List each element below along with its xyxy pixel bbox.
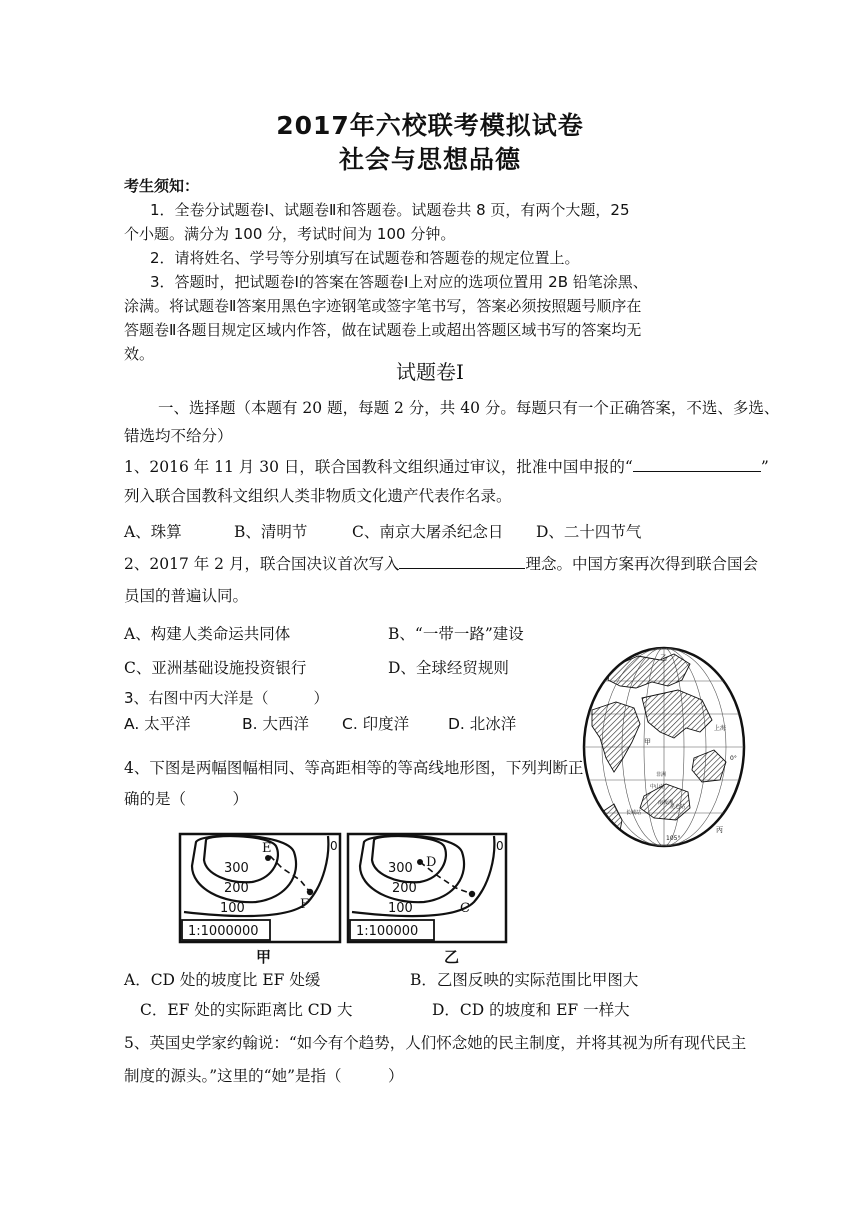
q2-stem-text: 2、2017 年 2 月，联合国决议首次写入 xyxy=(124,555,400,573)
q1-stem-quote: ” xyxy=(760,458,769,476)
q5-stem-a: 5、英国史学家约翰说：“如今有个趋势，人们怀念她的民主制度，并将其视为所有现代民主 xyxy=(124,1034,747,1052)
q4-option-d: D．CD 的坡度和 EF 一样大 xyxy=(432,1001,630,1019)
map-label-0deg: 0° xyxy=(730,755,737,762)
contour-map-jia-caption: 甲 xyxy=(256,948,272,966)
map-label-antarctica: 南极洲 xyxy=(658,800,674,806)
map-label-jia: 甲 xyxy=(644,738,651,746)
q3-option-d: D. 北冰洋 xyxy=(448,715,517,733)
q1-answer-blank xyxy=(633,455,761,472)
q2-option-b: B、“一带一路”建设 xyxy=(388,625,524,643)
map-label-shanghai: 上海 xyxy=(714,725,727,732)
contour-yi-label-200: 200 xyxy=(392,881,417,896)
q1-stem-b: 列入联合国教科文组织人类非物质文化遗产代表作名录。 xyxy=(124,487,512,505)
q4-option-c: C．EF 处的实际距离比 CD 大 xyxy=(140,1001,353,1019)
q1-stem-text: 1、2016 年 11 月 30 日，联合国教科文组织通过审议，批准中国申报的“ xyxy=(124,458,633,476)
contour-yi-label-0: 0 xyxy=(496,839,504,853)
map-label-changcheng: 长城站 xyxy=(626,810,642,816)
contour-yi-scale: 1:100000 xyxy=(356,924,419,939)
contour-yi-label-100: 100 xyxy=(388,901,413,916)
point-c-label: C xyxy=(460,901,470,916)
world-map-figure xyxy=(582,646,746,848)
map-label-bing: 丙 xyxy=(716,826,723,834)
q1-option-c: C、南京大屠杀纪念日 xyxy=(352,523,504,541)
q3-option-a: A. 太平洋 xyxy=(124,715,191,733)
contour-jia-label-300: 300 xyxy=(224,861,249,876)
contour-map-yi-caption: 乙 xyxy=(444,948,460,966)
notice-line-1b: 个小题。满分为 100 分，考试时间为 100 分钟。 xyxy=(124,225,456,243)
q1-option-a: A、珠算 xyxy=(124,523,182,541)
q3-option-c: C. 印度洋 xyxy=(342,715,410,733)
point-f-marker xyxy=(307,889,313,895)
exam-subject: 社会与思想品德 xyxy=(338,145,521,174)
q3-option-b: B. 大西洋 xyxy=(242,715,309,733)
contour-map-yi xyxy=(346,832,508,944)
section-intro-b: 错选均不给分） xyxy=(124,427,233,445)
q2-option-a: A、构建人类命运共同体 xyxy=(124,625,291,643)
q2-answer-blank xyxy=(399,552,525,569)
q4-option-a: A．CD 处的坡度比 EF 处缓 xyxy=(124,971,321,989)
q2-stem-b: 员国的普遍认同。 xyxy=(124,587,249,605)
notice-line-3b: 涂满。将试题卷Ⅱ答案用黑色字迹钢笔或签字笔书写，答案必须按照题号顺序在 xyxy=(124,297,642,315)
q1-option-d: D、二十四节气 xyxy=(536,523,642,541)
map-label-zhongshan: 中山站 xyxy=(650,784,666,790)
point-e-label: E xyxy=(262,841,272,856)
contour-jia-label-100: 100 xyxy=(220,901,245,916)
point-c-marker xyxy=(469,891,475,897)
map-label-105deg: 105° xyxy=(666,835,681,842)
q2-stem-a xyxy=(124,552,758,576)
contour-jia-label-200: 200 xyxy=(224,881,249,896)
notice-heading: 考生须知： xyxy=(124,177,200,195)
q3-stem: 3、右图中丙大洋是（ ） xyxy=(124,689,329,707)
point-f-label: F xyxy=(300,897,310,912)
q4-option-b: B．乙图反映的实际范围比甲图大 xyxy=(410,971,639,989)
section-intro-a: 一、选择题（本题有 20 题，每题 2 分，共 40 分。每题只有一个正确答案，不选、多选、 xyxy=(158,399,780,417)
contour-jia-scale: 1:1000000 xyxy=(188,924,259,939)
q4-stem-a: 4、下图是两幅图幅相同、等高距相等的等高线地形图，下列判断正 xyxy=(124,759,584,777)
exam-title: 2017年六校联考模拟试卷 xyxy=(276,111,584,140)
q2-stem-tail: 理念。中国方案再次得到联合国会 xyxy=(525,555,758,573)
map-label-yi: 乙 xyxy=(660,654,667,662)
q1-stem-a xyxy=(124,455,769,479)
point-d-marker xyxy=(417,859,423,865)
q2-option-d: D、全球经贸规则 xyxy=(388,659,509,677)
notice-line-2: 2．请将姓名、学号等分别填写在试题卷和答题卷的规定位置上。 xyxy=(150,249,580,267)
contour-map-jia xyxy=(178,832,342,944)
q2-option-c: C、亚洲基础设施投资银行 xyxy=(124,659,307,677)
map-label-africa: 非洲 xyxy=(656,772,667,778)
q4-stem-b: 确的是（ ） xyxy=(124,790,249,808)
contour-jia-label-0: 0 xyxy=(330,839,338,853)
q1-option-b: B、清明节 xyxy=(234,523,308,541)
map-label-kunlun: 昆仑站 xyxy=(670,804,686,810)
notice-line-1a: 1．全卷分试题卷Ⅰ、试题卷Ⅱ和答题卷。试题卷共 8 页，有两个大题，25 xyxy=(150,201,630,219)
notice-line-3d: 效。 xyxy=(124,345,155,363)
notice-line-3c: 答题卷Ⅱ各题目规定区域内作答，做在试题卷上或超出答题区域书写的答案均无 xyxy=(124,321,642,339)
q5-stem-b: 制度的源头。”这里的“她”是指（ ） xyxy=(124,1067,404,1085)
section-title: 试题卷Ⅰ xyxy=(396,360,464,384)
notice-line-3a: 3．答题时，把试题卷Ⅰ的答案在答题卷Ⅰ上对应的选项位置用 2B 铅笔涂黑、 xyxy=(150,273,648,291)
contour-yi-label-300: 300 xyxy=(388,861,413,876)
point-d-label: D xyxy=(426,855,437,870)
